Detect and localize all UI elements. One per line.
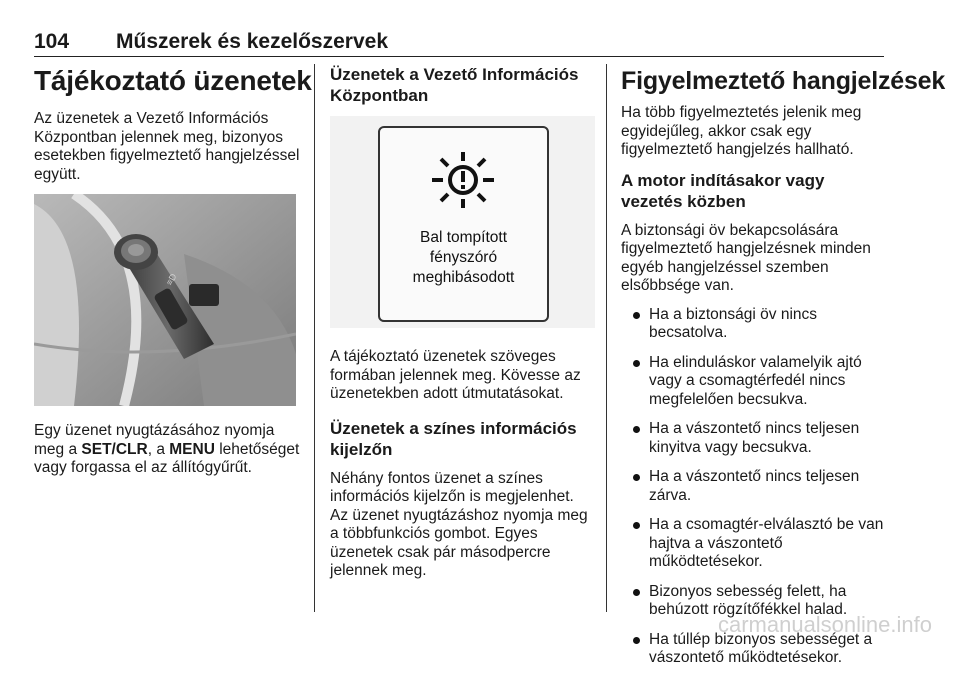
list-item: Ha a vászontető nincs teljesen zárva. — [621, 468, 889, 505]
section-title: Tájékoztató üzenetek — [34, 65, 312, 96]
headlamp-warning-icon — [428, 150, 498, 210]
dic-heading: Üzenetek a Vezető Információs Központban — [330, 65, 579, 105]
display-line-3: meghibásodott — [412, 269, 515, 286]
display-screen — [378, 126, 549, 322]
caption-text: , a — [147, 440, 170, 458]
dic-paragraph: A tájékoztató üzenetek szöveges formában jelennek meg. Kövesse az üzenetekben adott útmutatásokat. — [330, 348, 581, 402]
column-divider — [606, 64, 607, 612]
running-title: Műszerek és kezelőszervek — [116, 30, 389, 53]
steering-lever-photo — [34, 194, 296, 406]
set-clr-label: SET/CLR — [81, 440, 148, 458]
acknowledge-caption — [34, 422, 300, 478]
chimes-intro: Ha több figyelmeztetés jelenik meg egyidejűleg, akkor csak egy figyelmeztető hangjelzés hallható. — [621, 104, 862, 158]
menu-label: MENU — [169, 440, 215, 458]
list-item: Ha a biztonsági öv nincs becsatolva. — [621, 306, 889, 343]
display-message — [380, 228, 547, 288]
list-item: Ha a vászontető nincs teljesen kinyitva vagy becsukva. — [621, 420, 889, 457]
caption-text: lehetőséget vagy forgassa el az állítógyűrűt. — [34, 440, 300, 476]
page-number: 104 — [34, 30, 70, 53]
caption-text: Egy üzenet nyugtázásához nyomja meg a — [34, 422, 275, 458]
column-3 — [621, 64, 946, 679]
color-display-heading: Üzenetek a színes információs kijelzőn — [330, 418, 577, 459]
list-item: Ha a csomagtér-elválasztó be van hajtva a vászontető működtetésekor. — [621, 516, 889, 572]
column-2 — [330, 64, 595, 591]
list-item: Ha elinduláskor valamelyik ajtó vagy a csomagtérfedél nincs megfelelően becsukva. — [621, 354, 889, 410]
column-1 — [34, 64, 312, 488]
intro-paragraph: Az üzenetek a Vezető Információs Központban jelennek meg, bizonyos esetekben figyelmeztető hangjelzéssel együtt. — [34, 110, 300, 183]
watermark: carmanualsonline.info — [717, 612, 932, 637]
page-header — [34, 30, 884, 57]
dic-display-illustration — [330, 116, 595, 328]
display-line-1: Bal tompított — [419, 229, 507, 246]
display-line-2: fényszóró — [429, 249, 498, 266]
column-divider — [314, 64, 315, 612]
warning-chimes-title: Figyelmeztető hangjelzések — [621, 67, 946, 95]
color-display-paragraph: Néhány fontos üzenet a színes információs kijelzőn is megjelenhet. Az üzenet nyugtázáshoz nyomja meg a többfunkciós gombot. Egyes üzenetek csak pár másodpercre jelennek meg. — [330, 469, 588, 579]
seatbelt-priority-paragraph: A biztonsági öv bekapcsolására figyelmeztető hangjelzésnek minden egyéb hangjelzéssel szemben elsőbbsége van. — [621, 221, 871, 294]
list-item: Ha túllép bizonyos sebességet a vászontető működtetésekor. — [621, 631, 889, 668]
list-item: Bizonyos sebesség felett, ha behúzott rögzítőfékkel halad. — [621, 583, 889, 620]
svg-text:≡D: ≡D — [164, 271, 179, 287]
engine-start-heading: A motor indításakor vagy vezetés közben — [621, 170, 825, 211]
